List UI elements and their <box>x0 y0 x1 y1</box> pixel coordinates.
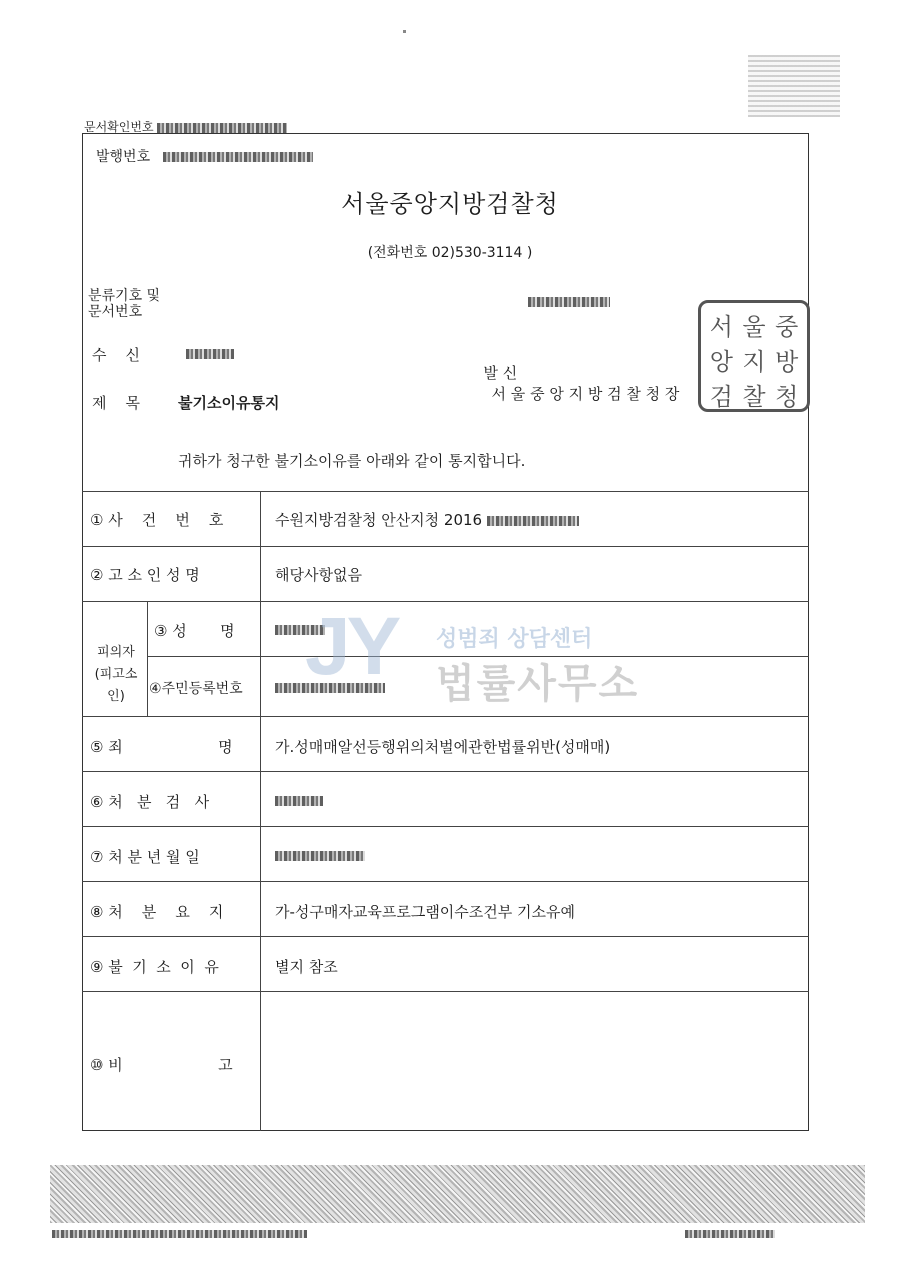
case-number-label: ① 사 건 번 호 <box>90 511 224 529</box>
redacted-case-number <box>487 516 579 526</box>
disposition-date-label: ⑦ 처 분 년 월 일 <box>90 848 200 866</box>
suspect-name-label: ③ 성 명 <box>154 622 235 640</box>
suspect-group-label: 피의자 (피고소인) <box>94 645 138 704</box>
sender: 발 신 서 울 중 앙 지 방 검 찰 청 장 <box>483 364 680 403</box>
barcode-stamp <box>748 55 840 117</box>
redacted-doc-number <box>157 123 287 133</box>
crime-value: 가.성매매알선등행위의처벌에관한법률위반(성매매) <box>275 738 611 756</box>
official-seal: 서 울 중 앙 지 방 검 찰 청 <box>698 300 810 412</box>
redacted-recipient <box>186 349 234 359</box>
issue-number <box>96 146 313 166</box>
office-phone: (전화번호 02)530-3114 ) <box>367 245 533 261</box>
disposition-value: 가-성구매자교육프로그램이수조건부 기소유예 <box>275 903 575 921</box>
reason-value: 별지 참조 <box>275 958 338 976</box>
crime-label: ⑤ 죄 명 <box>90 738 233 756</box>
redacted-issue-number <box>163 152 313 162</box>
complainant-label: ② 고 소 인 성 명 <box>90 566 200 584</box>
issue-no-label: 발행번호 <box>96 149 151 165</box>
subject-label: 제 목 <box>92 394 141 412</box>
subject-value: 불기소이유통지 <box>178 394 280 412</box>
reason-label: ⑨ 불 기 소 이 유 <box>90 958 219 976</box>
recipient-label: 수 신 <box>92 346 141 364</box>
intro-text: 귀하가 청구한 불기소이유를 아래와 같이 통지합니다. <box>178 452 526 470</box>
remarks-label: ⑩ 비 고 <box>90 1056 233 1074</box>
redacted-prosecutor <box>275 796 323 806</box>
watermark-logo: JY <box>305 601 398 692</box>
redacted-footer-barcode <box>50 1165 865 1223</box>
case-number-value: 수원지방검찰청 안산지청 2016 <box>275 509 579 530</box>
complainant-value: 해당사항없음 <box>275 566 362 584</box>
watermark-line1: 성범죄 상담센터 <box>436 627 593 652</box>
office-title: 서울중앙지방검찰청 <box>341 190 559 218</box>
scan-mark <box>403 30 406 33</box>
disposition-label: ⑧ 처 분 요 지 <box>90 903 224 921</box>
classification-label: 분류기호 및 문서번호 <box>88 288 161 320</box>
watermark-line2: 법률사무소 <box>436 661 640 707</box>
doc-check-label: 문서확인번호 <box>84 120 154 134</box>
redacted-disposition-date <box>275 851 365 861</box>
prosecutor-label: ⑥ 처 분 검 사 <box>90 793 210 811</box>
suspect-id-label: ④주민등록번호 <box>149 681 243 697</box>
redacted-footer-right <box>685 1230 775 1238</box>
redacted-footer-left <box>52 1230 307 1238</box>
redacted-date <box>528 297 610 307</box>
